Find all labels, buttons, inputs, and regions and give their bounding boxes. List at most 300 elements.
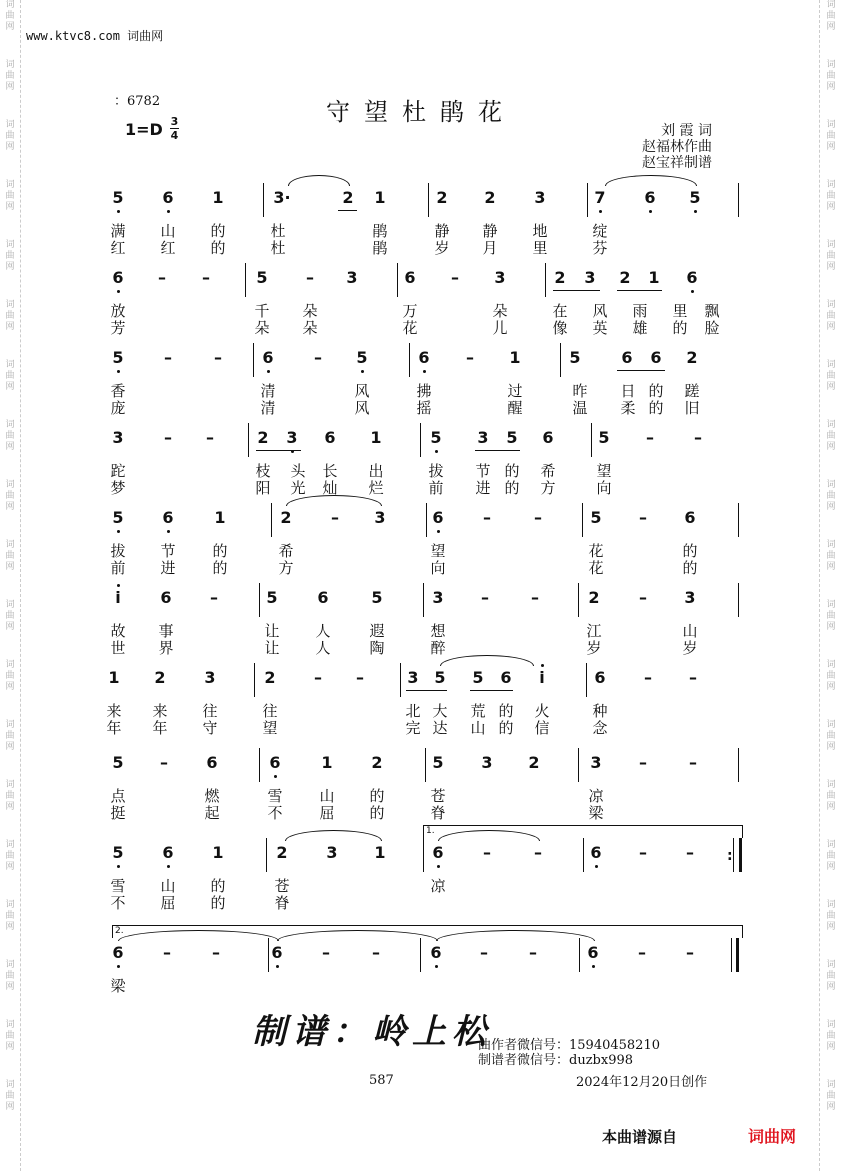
time-top: 3 (170, 115, 179, 128)
octave-dot-high (541, 664, 544, 667)
repeat-dots: : (727, 848, 733, 864)
watermark-group (826, 360, 835, 393)
brand-link[interactable]: 词曲网 (748, 1127, 797, 1146)
note: 6 (590, 843, 602, 862)
note: 6 (500, 668, 512, 687)
watermark-char: 曲 (5, 791, 15, 801)
lyric: 庞 (110, 399, 126, 417)
page-number: 587 (369, 1073, 394, 1088)
lyric: 清 (260, 382, 276, 400)
lyric: 大 (432, 702, 448, 720)
lyric: 陶 (369, 639, 385, 657)
slur (605, 175, 697, 186)
barline (248, 423, 249, 457)
note: 3· (273, 188, 291, 207)
watermark-group (5, 1080, 14, 1113)
lyric: 杜 (270, 222, 286, 240)
note: 6 (594, 668, 606, 687)
lyric: 岁 (682, 639, 698, 657)
lyric: 脸 (704, 319, 720, 337)
barline (397, 263, 398, 297)
watermark-char: 词 (5, 900, 15, 910)
watermark-group (826, 480, 835, 513)
lyric: 想 (430, 622, 446, 640)
watermark-group (826, 240, 835, 273)
barline (254, 663, 255, 697)
lyric: 雄 (632, 319, 648, 337)
watermark-group (5, 780, 14, 813)
watermark-char: 网 (5, 682, 15, 692)
site-url[interactable]: www.ktvc8.com 词曲网 (26, 29, 164, 43)
barline (582, 503, 583, 537)
watermark-char: 曲 (5, 551, 15, 561)
watermark-group (826, 1080, 835, 1113)
watermark-char: 曲 (826, 251, 836, 261)
watermark-char: 词 (5, 720, 15, 730)
note: – (212, 943, 220, 962)
watermark-group (5, 600, 14, 633)
note: 1 (370, 428, 382, 447)
watermark-char: 网 (5, 22, 15, 32)
lyric: 人 (315, 639, 331, 657)
note: 3 (204, 668, 216, 687)
note: 2 (154, 668, 166, 687)
final-barline (731, 938, 739, 972)
barline (545, 263, 546, 297)
note: 5 (356, 348, 368, 367)
note: 1 (214, 508, 226, 527)
note: 5 (112, 843, 124, 862)
lyric: 的 (498, 702, 514, 720)
lyric: 梁 (588, 804, 604, 822)
barline (263, 183, 264, 217)
watermark-char: 网 (826, 802, 836, 812)
lyric: 挺 (110, 804, 126, 822)
watermark-char: 网 (826, 1102, 836, 1112)
left-watermark-strip (3, 0, 17, 1171)
note: – (534, 843, 542, 862)
beam-line (617, 290, 662, 291)
watermark-char: 曲 (5, 71, 15, 81)
watermark-char: 词 (5, 60, 15, 70)
song-code: ：6782 (114, 94, 161, 109)
note: 3 (286, 428, 298, 447)
watermark-group (5, 360, 14, 393)
note: 5 (432, 753, 444, 772)
watermark-char: 曲 (826, 131, 836, 141)
lyric: 屈 (319, 804, 335, 822)
watermark-group (826, 60, 835, 93)
octave-dot-low (117, 530, 120, 533)
barline (420, 423, 421, 457)
watermark-group (826, 780, 835, 813)
watermark-group (5, 480, 14, 513)
barline (420, 938, 421, 972)
note: – (644, 668, 652, 687)
lyric: 静 (434, 222, 450, 240)
watermark-char: 曲 (826, 371, 836, 381)
note: 6 (160, 588, 172, 607)
lyric: 烂 (368, 479, 384, 497)
lyric: 摇 (416, 399, 432, 417)
note: 1 (374, 188, 386, 207)
watermark-group (826, 420, 835, 453)
octave-dot-high (117, 584, 120, 587)
barline (426, 503, 427, 537)
octave-dot-low (276, 965, 279, 968)
key-signature: 1=D (125, 120, 163, 139)
note: – (686, 943, 694, 962)
note: – (314, 348, 322, 367)
note: 6 (644, 188, 656, 207)
lyric: 杜 (270, 239, 286, 257)
lyric: 的 (648, 382, 664, 400)
watermark-group (5, 240, 14, 273)
watermark-char: 曲 (5, 371, 15, 381)
time-signature (170, 116, 179, 141)
note: – (531, 588, 539, 607)
lyric: 不 (110, 894, 126, 912)
octave-dot-low (267, 370, 270, 373)
watermark-group (5, 60, 14, 93)
octave-dot-low (437, 530, 440, 533)
watermark-char: 词 (826, 900, 836, 910)
note: 6 (686, 268, 698, 287)
watermark-char: 网 (826, 922, 836, 932)
note: 2 (342, 188, 354, 207)
compose-date: 2024年12月20日创作 (576, 1075, 708, 1090)
lyric: 的 (369, 804, 385, 822)
watermark-char: 网 (5, 82, 15, 92)
lyric: 花 (402, 319, 418, 337)
watermark-group (826, 540, 835, 573)
lyric: 的 (210, 894, 226, 912)
note: 1 (648, 268, 660, 287)
lyric: 过 (507, 382, 523, 400)
watermark-char: 网 (826, 622, 836, 632)
note: i (539, 668, 545, 687)
octave-dot-low (599, 210, 602, 213)
octave-dot-low (435, 450, 438, 453)
lyric: 在 (552, 302, 568, 320)
note: 2 (280, 508, 292, 527)
note: – (529, 943, 537, 962)
note: 3 (684, 588, 696, 607)
barline (738, 583, 739, 617)
lyric: 风 (354, 399, 370, 417)
lyric: 的 (672, 319, 688, 337)
lyric: 地 (532, 222, 548, 240)
watermark-char: 词 (826, 420, 836, 430)
watermark-char: 网 (826, 22, 836, 32)
watermark-char: 曲 (5, 311, 15, 321)
watermark-char: 曲 (826, 971, 836, 981)
lyric: 的 (369, 787, 385, 805)
volta-bracket: 1. (423, 825, 743, 838)
note: – (210, 588, 218, 607)
watermark-char: 曲 (826, 671, 836, 681)
lyric: 向 (596, 479, 612, 497)
watermark-char: 词 (826, 600, 836, 610)
lyric: 山 (319, 787, 335, 805)
note: 2 (588, 588, 600, 607)
note: 6 (621, 348, 633, 367)
watermark-char: 曲 (5, 851, 15, 861)
watermark-group (5, 1020, 14, 1053)
barline (578, 583, 579, 617)
note: 3 (112, 428, 124, 447)
watermark-group (5, 900, 14, 933)
watermark-group (5, 120, 14, 153)
note: – (314, 668, 322, 687)
lyric: 风 (354, 382, 370, 400)
lyric: 枝 (255, 462, 271, 480)
lyric: 绽 (592, 222, 608, 240)
note: – (481, 588, 489, 607)
watermark-char: 词 (5, 0, 15, 10)
lyric: 山 (470, 719, 486, 737)
lyric: 方 (540, 479, 556, 497)
barline (586, 663, 587, 697)
watermark-char: 网 (5, 142, 15, 152)
note: 2 (264, 668, 276, 687)
note: 3 (407, 668, 419, 687)
octave-dot-low (117, 965, 120, 968)
watermark-char: 曲 (826, 11, 836, 21)
watermark-char: 曲 (5, 491, 15, 501)
lyric: 鹃 (372, 239, 388, 257)
lyric: 灿 (322, 479, 338, 497)
watermark-group (826, 600, 835, 633)
lyric: 起 (204, 804, 220, 822)
watermark-group (826, 960, 835, 993)
lyric: 梦 (110, 479, 126, 497)
lyric: 梁 (110, 977, 126, 995)
note: 6 (432, 508, 444, 527)
note: – (534, 508, 542, 527)
watermark-char: 网 (826, 82, 836, 92)
note: 6 (317, 588, 329, 607)
beam-line (338, 210, 357, 211)
lyric: 雪 (267, 787, 283, 805)
note: 2 (484, 188, 496, 207)
note: 1 (108, 668, 120, 687)
watermark-group (5, 840, 14, 873)
beam-line (256, 450, 301, 451)
note: 3 (477, 428, 489, 447)
watermark-char: 词 (5, 1080, 15, 1090)
watermark-char: 词 (826, 180, 836, 190)
arranger: 赵宝祥制谱 (642, 155, 712, 171)
octave-dot-low (423, 370, 426, 373)
note: – (639, 843, 647, 862)
watermark-char: 网 (826, 862, 836, 872)
watermark-char: 词 (5, 960, 15, 970)
note: – (646, 428, 654, 447)
note: 1 (212, 188, 224, 207)
lyric: 事 (158, 622, 174, 640)
lyric: 前 (428, 479, 444, 497)
barline (591, 423, 592, 457)
watermark-group (5, 300, 14, 333)
lyric: 望 (596, 462, 612, 480)
watermark-char: 曲 (5, 731, 15, 741)
lyric: 界 (158, 639, 174, 657)
note: 5 (569, 348, 581, 367)
note: – (686, 843, 694, 862)
watermark-char: 网 (5, 802, 15, 812)
barline (400, 663, 401, 697)
watermark-char: 词 (5, 120, 15, 130)
note: 6 (112, 943, 124, 962)
lyric: 望 (262, 719, 278, 737)
slur (285, 830, 382, 841)
watermark-char: 词 (826, 660, 836, 670)
lyric: 静 (482, 222, 498, 240)
barline (409, 343, 410, 377)
note: 7 (594, 188, 606, 207)
note: 6 (162, 508, 174, 527)
lyric: 的 (682, 542, 698, 560)
right-dashed-border (819, 0, 820, 1171)
lyric: 的 (210, 222, 226, 240)
watermark-char: 词 (826, 300, 836, 310)
lyric: 芳 (110, 319, 126, 337)
watermark-char: 网 (5, 502, 15, 512)
lyric: 荒 (470, 702, 486, 720)
watermark-char: 曲 (826, 731, 836, 741)
note: 6 (324, 428, 336, 447)
octave-dot-low (649, 210, 652, 213)
barline (587, 183, 588, 217)
lyric: 红 (160, 239, 176, 257)
note: 6 (262, 348, 274, 367)
lyric: 信 (534, 719, 550, 737)
note: 3 (494, 268, 506, 287)
note: 5 (371, 588, 383, 607)
watermark-char: 网 (826, 682, 836, 692)
barline (738, 748, 739, 782)
watermark-char: 词 (826, 720, 836, 730)
lyric: 雪 (110, 877, 126, 895)
watermark-char: 曲 (5, 431, 15, 441)
watermark-char: 网 (826, 382, 836, 392)
watermark-group (5, 720, 14, 753)
watermark-char: 曲 (826, 491, 836, 501)
lyric: 进 (160, 559, 176, 577)
octave-dot-low (117, 290, 120, 293)
note: 5 (266, 588, 278, 607)
watermark-char: 词 (5, 600, 15, 610)
barline (266, 838, 267, 872)
octave-dot-low (595, 865, 598, 868)
watermark-char: 词 (826, 360, 836, 370)
lyric: 拔 (110, 542, 126, 560)
note: 2 (371, 753, 383, 772)
lyric: 燃 (204, 787, 220, 805)
lyric: 飘 (704, 302, 720, 320)
octave-dot-low (274, 775, 277, 778)
lyric: 像 (552, 319, 568, 337)
lyric: 山 (682, 622, 698, 640)
lyric: 不 (267, 804, 283, 822)
lyric: 来 (152, 702, 168, 720)
watermark-group (826, 1020, 835, 1053)
watermark-group (5, 0, 14, 33)
watermark-char: 曲 (826, 1031, 836, 1041)
lyric: 世 (110, 639, 126, 657)
watermark-char: 曲 (5, 971, 15, 981)
watermark-char: 网 (826, 742, 836, 752)
lyric: 昨 (572, 382, 588, 400)
watermark-char: 词 (826, 960, 836, 970)
watermark-group (5, 420, 14, 453)
watermark-char: 词 (5, 540, 15, 550)
note: – (331, 508, 339, 527)
watermark-char: 词 (826, 1080, 836, 1090)
watermark-char: 曲 (826, 611, 836, 621)
lyric: 让 (264, 622, 280, 640)
note: 6 (112, 268, 124, 287)
note: 6 (162, 843, 174, 862)
maker-wechat: 制谱者微信号：duzbx998 (478, 1053, 634, 1068)
composer-wechat: 曲作者微信号：15940458210 (478, 1038, 660, 1053)
note: 3 (374, 508, 386, 527)
watermark-char: 网 (5, 1042, 15, 1052)
lyric: 温 (572, 399, 588, 417)
note: 3 (326, 843, 338, 862)
lyric: 里 (532, 239, 548, 257)
note: 6 (271, 943, 283, 962)
barline (423, 838, 424, 872)
note: 5 (256, 268, 268, 287)
slur (440, 655, 534, 666)
watermark-char: 曲 (5, 911, 15, 921)
note: – (451, 268, 459, 287)
octave-dot-low (437, 865, 440, 868)
lyric: 往 (202, 702, 218, 720)
note: 3 (590, 753, 602, 772)
watermark-char: 词 (5, 180, 15, 190)
lyric: 拂 (416, 382, 432, 400)
note: – (163, 943, 171, 962)
lyric: 完 (405, 719, 421, 737)
barline (268, 938, 269, 972)
note: – (639, 753, 647, 772)
lyric: 节 (475, 462, 491, 480)
note: 6 (542, 428, 554, 447)
octave-dot-low (592, 965, 595, 968)
watermark-group (826, 0, 835, 33)
octave-dot-low (117, 370, 120, 373)
note: 5 (598, 428, 610, 447)
watermark-char: 网 (5, 322, 15, 332)
lyric: 希 (278, 542, 294, 560)
note: – (160, 753, 168, 772)
lyric: 的 (210, 877, 226, 895)
watermark-char: 词 (826, 540, 836, 550)
lyric: 种 (592, 702, 608, 720)
note: – (214, 348, 222, 367)
lyric: 脊 (274, 894, 290, 912)
lyric: 火 (534, 702, 550, 720)
note: 1 (212, 843, 224, 862)
watermark-group (5, 180, 14, 213)
beam-line (553, 290, 600, 291)
watermark-char: 词 (5, 840, 15, 850)
lyric: 屈 (160, 894, 176, 912)
watermark-char: 词 (5, 780, 15, 790)
